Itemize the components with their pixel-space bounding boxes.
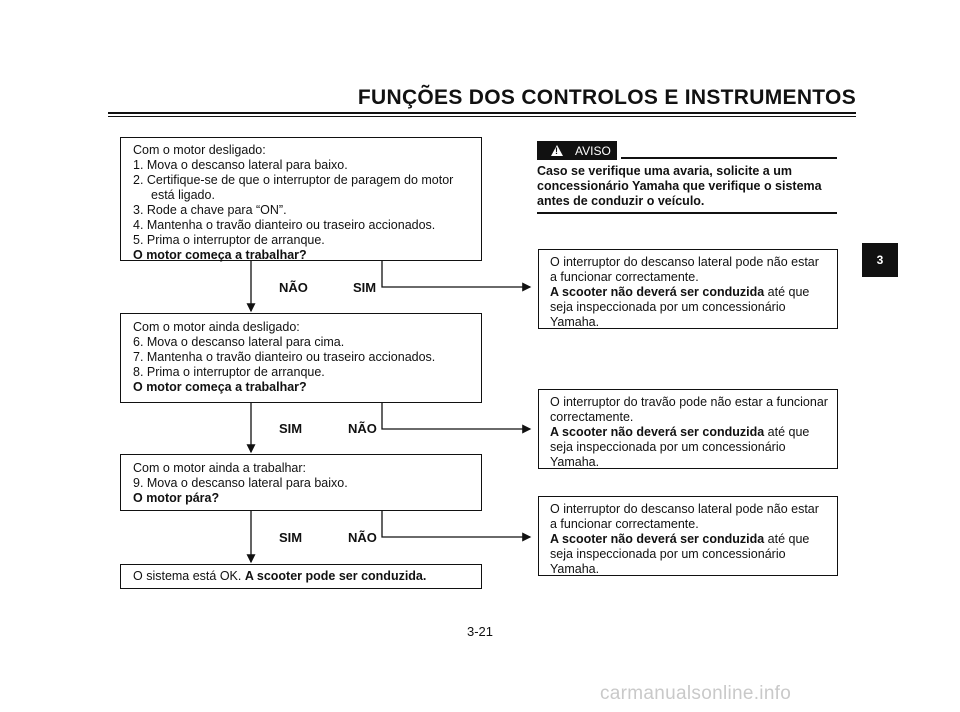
step-box-3: [120, 454, 482, 511]
result-line: O interruptor do travão pode não estar a funcionar: [550, 395, 828, 409]
result-line: O interruptor do descanso lateral pode não estar: [550, 255, 819, 269]
result-line: Yamaha.: [550, 315, 600, 329]
result-line: seja inspeccionada por um concessionário: [550, 440, 786, 454]
arrow-yes-1: [382, 260, 530, 287]
label-no-2: NÃO: [348, 421, 377, 436]
warning-icon: [551, 145, 563, 156]
label-no-1: NÃO: [279, 280, 308, 295]
result-line: [550, 532, 826, 547]
step-box-2: [120, 313, 482, 403]
result-line-rest: até que: [764, 425, 810, 439]
result-warning-bold: A scooter não deverá ser conduzida: [550, 285, 765, 299]
step-question: O motor começa a trabalhar?: [133, 248, 307, 262]
step-line: 4. Mantenha o travão dianteiro ou traseiro accionados.: [133, 218, 436, 232]
step-line: 3. Rode a chave para “ON”.: [133, 203, 287, 217]
result-box-2: [538, 389, 838, 469]
label-yes-1: SIM: [353, 280, 377, 295]
result-ok-text: O sistema está OK.: [133, 569, 245, 583]
step-line: Com o motor desligado:: [133, 143, 266, 157]
step-line: Com o motor ainda a trabalhar:: [133, 461, 307, 475]
label-yes-2: SIM: [279, 421, 303, 436]
step-line: 6. Mova o descanso lateral para cima.: [133, 335, 345, 349]
step-box-4: [120, 564, 482, 589]
result-line: Yamaha.: [550, 455, 600, 469]
watermark: carmanualsonline.info: [600, 683, 792, 704]
warning-badge-label: AVISO: [575, 143, 611, 158]
page-number: 3-21: [466, 624, 494, 639]
warning-badge: [537, 141, 617, 160]
result-box-1: [538, 249, 838, 329]
step-line: está ligado.: [151, 188, 215, 202]
result-line: [550, 285, 826, 300]
step-line: 9. Mova o descanso lateral para baixo.: [133, 476, 348, 490]
step-question: O motor começa a trabalhar?: [133, 380, 307, 394]
result-line-rest: até que: [764, 285, 810, 299]
step-line: 7. Mantenha o travão dianteiro ou traseiro accionados.: [133, 350, 436, 364]
result-line: [550, 425, 826, 440]
step-question: O motor pára?: [133, 491, 220, 505]
result-line: O interruptor do descanso lateral pode não estar: [550, 502, 819, 516]
arrow-no-2: [382, 402, 530, 429]
result-ok-line: [133, 569, 469, 584]
result-line: a funcionar correctamente.: [550, 270, 699, 284]
warning-rule-bottom: [537, 212, 837, 214]
warning-rule-top: [621, 157, 837, 159]
label-no-3: NÃO: [348, 530, 377, 545]
step-box-1: [120, 137, 482, 261]
result-ok-bold: A scooter pode ser conduzida.: [244, 569, 427, 583]
chapter-tab: 3: [862, 243, 898, 277]
result-box-3: [538, 496, 838, 576]
result-line: seja inspeccionada por um concessionário: [550, 300, 786, 314]
result-line: Yamaha.: [550, 562, 600, 576]
label-yes-3: SIM: [279, 530, 303, 545]
step-line: 2. Certifique-se de que o interruptor de paragem do motor: [133, 173, 454, 187]
result-line: correctamente.: [550, 410, 634, 424]
result-line: seja inspeccionada por um concessionário: [550, 547, 786, 561]
result-warning-bold: A scooter não deverá ser conduzida: [550, 532, 765, 546]
result-line: a funcionar correctamente.: [550, 517, 699, 531]
step-line: 1. Mova o descanso lateral para baixo.: [133, 158, 348, 172]
warning-text: Caso se verifique uma avaria, solicite a um concessionário Yamaha que verifique o sistema antes de conduzir o veículo.: [537, 164, 822, 208]
arrow-no-3: [382, 510, 530, 537]
page-title: FUNÇÕES DOS CONTROLOS E INSTRUMENTOS: [357, 86, 856, 109]
step-line: 5. Prima o interruptor de arranque.: [133, 233, 325, 247]
result-warning-bold: A scooter não deverá ser conduzida: [550, 425, 765, 439]
step-line: 8. Prima o interruptor de arranque.: [133, 365, 325, 379]
step-line: Com o motor ainda desligado:: [133, 320, 300, 334]
result-line-rest: até que: [764, 532, 810, 546]
